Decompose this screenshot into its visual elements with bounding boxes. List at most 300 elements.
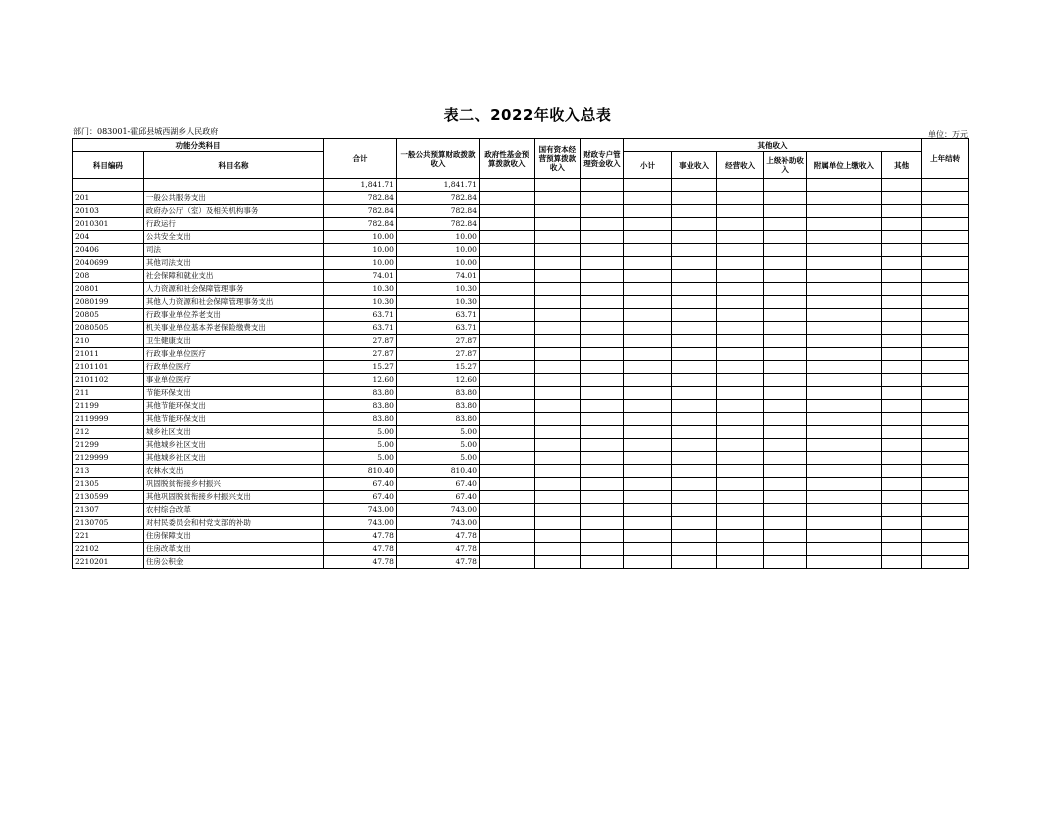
cell-other bbox=[881, 491, 921, 504]
cell-business-income bbox=[672, 517, 717, 530]
header-state-capital: 国有资本经营预算拨款收入 bbox=[534, 139, 581, 179]
cell-special-fund bbox=[581, 426, 624, 439]
cell-other bbox=[881, 374, 921, 387]
table-row bbox=[73, 348, 969, 361]
cell-general-budget: 27.87 bbox=[396, 335, 479, 348]
cell-operating-income bbox=[716, 322, 764, 335]
table-row bbox=[73, 530, 969, 543]
cell-operating-income bbox=[716, 426, 764, 439]
cell-subject-name: 农林水支出 bbox=[143, 465, 323, 478]
cell-subject-name: 行政事业单位医疗 bbox=[143, 348, 323, 361]
cell-business-income bbox=[672, 556, 717, 569]
cell-general-budget: 67.40 bbox=[396, 478, 479, 491]
cell-superior-subsidy bbox=[764, 296, 807, 309]
cell-prior-year bbox=[922, 491, 969, 504]
cell-subtotal bbox=[623, 231, 672, 244]
cell-other bbox=[881, 192, 921, 205]
cell-subject-name: 公共安全支出 bbox=[143, 231, 323, 244]
cell-affiliated-income bbox=[806, 244, 881, 257]
cell-subject-code: 2101101 bbox=[73, 361, 144, 374]
cell-business-income bbox=[672, 374, 717, 387]
cell-general-budget: 810.40 bbox=[396, 465, 479, 478]
cell-subject-name: 节能环保支出 bbox=[143, 387, 323, 400]
cell-subject-code: 212 bbox=[73, 426, 144, 439]
cell-state-capital bbox=[534, 426, 581, 439]
cell-superior-subsidy bbox=[764, 335, 807, 348]
cell-subject-code: 2080505 bbox=[73, 322, 144, 335]
cell-subject-code: 221 bbox=[73, 530, 144, 543]
header-subtotal: 小计 bbox=[623, 152, 672, 179]
cell-prior-year bbox=[922, 322, 969, 335]
cell-business-income bbox=[672, 296, 717, 309]
cell-general-budget: 1,841.71 bbox=[396, 179, 479, 192]
cell-general-budget: 83.80 bbox=[396, 413, 479, 426]
cell-subtotal bbox=[623, 400, 672, 413]
header-total: 合计 bbox=[324, 139, 397, 179]
cell-affiliated-income bbox=[806, 504, 881, 517]
cell-prior-year bbox=[922, 270, 969, 283]
cell-prior-year bbox=[922, 387, 969, 400]
cell-business-income bbox=[672, 400, 717, 413]
header-operating-income: 经营收入 bbox=[716, 152, 764, 179]
cell-business-income bbox=[672, 387, 717, 400]
cell-total: 782.84 bbox=[324, 205, 397, 218]
table-row bbox=[73, 179, 969, 192]
cell-special-fund bbox=[581, 530, 624, 543]
cell-other bbox=[881, 413, 921, 426]
cell-special-fund bbox=[581, 374, 624, 387]
cell-total: 743.00 bbox=[324, 504, 397, 517]
cell-subject-code: 21305 bbox=[73, 478, 144, 491]
cell-operating-income bbox=[716, 192, 764, 205]
cell-state-capital bbox=[534, 335, 581, 348]
cell-state-capital bbox=[534, 348, 581, 361]
cell-business-income bbox=[672, 491, 717, 504]
cell-superior-subsidy bbox=[764, 491, 807, 504]
cell-total: 5.00 bbox=[324, 439, 397, 452]
cell-subject-code: 2119999 bbox=[73, 413, 144, 426]
cell-subject-code: 22102 bbox=[73, 543, 144, 556]
report-title: 表二、2022年收入总表 bbox=[443, 106, 612, 124]
cell-subject-name: 农村综合改革 bbox=[143, 504, 323, 517]
cell-subject-code: 201 bbox=[73, 192, 144, 205]
cell-other bbox=[881, 335, 921, 348]
cell-affiliated-income bbox=[806, 374, 881, 387]
cell-subtotal bbox=[623, 218, 672, 231]
cell-business-income bbox=[672, 530, 717, 543]
header-special-fund: 财政专户管理资金收入 bbox=[581, 139, 624, 179]
cell-business-income bbox=[672, 257, 717, 270]
cell-state-capital bbox=[534, 491, 581, 504]
cell-gov-fund bbox=[479, 231, 534, 244]
table-row bbox=[73, 257, 969, 270]
cell-state-capital bbox=[534, 478, 581, 491]
cell-subject-name: 社会保障和就业支出 bbox=[143, 270, 323, 283]
cell-other bbox=[881, 530, 921, 543]
cell-total: 83.80 bbox=[324, 387, 397, 400]
cell-gov-fund bbox=[479, 335, 534, 348]
cell-subtotal bbox=[623, 556, 672, 569]
cell-superior-subsidy bbox=[764, 283, 807, 296]
cell-other bbox=[881, 400, 921, 413]
cell-total: 27.87 bbox=[324, 348, 397, 361]
cell-subject-name: 住房保障支出 bbox=[143, 530, 323, 543]
cell-state-capital bbox=[534, 452, 581, 465]
cell-general-budget: 74.01 bbox=[396, 270, 479, 283]
cell-subject-name: 行政运行 bbox=[143, 218, 323, 231]
cell-superior-subsidy bbox=[764, 530, 807, 543]
cell-state-capital bbox=[534, 504, 581, 517]
cell-business-income bbox=[672, 504, 717, 517]
cell-special-fund bbox=[581, 556, 624, 569]
cell-state-capital bbox=[534, 283, 581, 296]
cell-subtotal bbox=[623, 530, 672, 543]
cell-subtotal bbox=[623, 309, 672, 322]
cell-special-fund bbox=[581, 192, 624, 205]
cell-special-fund bbox=[581, 309, 624, 322]
cell-general-budget: 47.78 bbox=[396, 543, 479, 556]
cell-subject-name: 其他城乡社区支出 bbox=[143, 439, 323, 452]
cell-prior-year bbox=[922, 192, 969, 205]
cell-special-fund bbox=[581, 270, 624, 283]
table-row bbox=[73, 231, 969, 244]
cell-operating-income bbox=[716, 348, 764, 361]
cell-subtotal bbox=[623, 387, 672, 400]
cell-gov-fund bbox=[479, 413, 534, 426]
cell-affiliated-income bbox=[806, 439, 881, 452]
cell-subject-name: 其他城乡社区支出 bbox=[143, 452, 323, 465]
income-summary-table bbox=[72, 138, 969, 569]
table-row bbox=[73, 543, 969, 556]
cell-gov-fund bbox=[479, 556, 534, 569]
cell-subtotal bbox=[623, 439, 672, 452]
cell-business-income bbox=[672, 426, 717, 439]
cell-special-fund bbox=[581, 257, 624, 270]
cell-prior-year bbox=[922, 400, 969, 413]
cell-operating-income bbox=[716, 296, 764, 309]
cell-other bbox=[881, 452, 921, 465]
cell-affiliated-income bbox=[806, 517, 881, 530]
cell-affiliated-income bbox=[806, 491, 881, 504]
cell-operating-income bbox=[716, 543, 764, 556]
cell-total: 10.30 bbox=[324, 296, 397, 309]
cell-special-fund bbox=[581, 400, 624, 413]
cell-subject-name: 其他司法支出 bbox=[143, 257, 323, 270]
cell-business-income bbox=[672, 335, 717, 348]
cell-state-capital bbox=[534, 322, 581, 335]
cell-gov-fund bbox=[479, 426, 534, 439]
cell-total: 15.27 bbox=[324, 361, 397, 374]
cell-affiliated-income bbox=[806, 270, 881, 283]
cell-special-fund bbox=[581, 322, 624, 335]
table-row bbox=[73, 426, 969, 439]
cell-gov-fund bbox=[479, 296, 534, 309]
cell-gov-fund bbox=[479, 491, 534, 504]
cell-gov-fund bbox=[479, 517, 534, 530]
cell-gov-fund bbox=[479, 439, 534, 452]
unit-label: 单位：万元 bbox=[928, 130, 968, 139]
cell-gov-fund bbox=[479, 270, 534, 283]
cell-prior-year bbox=[922, 517, 969, 530]
cell-prior-year bbox=[922, 231, 969, 244]
cell-operating-income bbox=[716, 270, 764, 283]
table-row bbox=[73, 283, 969, 296]
cell-superior-subsidy bbox=[764, 452, 807, 465]
cell-other bbox=[881, 387, 921, 400]
cell-subject-name: 政府办公厅（室）及相关机构事务 bbox=[143, 205, 323, 218]
cell-subject-code: 20103 bbox=[73, 205, 144, 218]
cell-subject-name: 卫生健康支出 bbox=[143, 335, 323, 348]
cell-prior-year bbox=[922, 556, 969, 569]
cell-subtotal bbox=[623, 361, 672, 374]
header-business-income: 事业收入 bbox=[672, 152, 717, 179]
cell-state-capital bbox=[534, 400, 581, 413]
cell-prior-year bbox=[922, 478, 969, 491]
cell-superior-subsidy bbox=[764, 517, 807, 530]
cell-other bbox=[881, 556, 921, 569]
cell-subject-code: 21199 bbox=[73, 400, 144, 413]
cell-prior-year bbox=[922, 361, 969, 374]
cell-subject-name: 事业单位医疗 bbox=[143, 374, 323, 387]
cell-affiliated-income bbox=[806, 335, 881, 348]
cell-subject-code: 21299 bbox=[73, 439, 144, 452]
cell-special-fund bbox=[581, 205, 624, 218]
cell-superior-subsidy bbox=[764, 543, 807, 556]
cell-subtotal bbox=[623, 426, 672, 439]
cell-general-budget: 5.00 bbox=[396, 452, 479, 465]
cell-affiliated-income bbox=[806, 205, 881, 218]
cell-operating-income bbox=[716, 218, 764, 231]
cell-operating-income bbox=[716, 205, 764, 218]
cell-affiliated-income bbox=[806, 361, 881, 374]
cell-superior-subsidy bbox=[764, 478, 807, 491]
cell-superior-subsidy bbox=[764, 556, 807, 569]
cell-business-income bbox=[672, 465, 717, 478]
cell-subject-name: 其他节能环保支出 bbox=[143, 400, 323, 413]
cell-special-fund bbox=[581, 179, 624, 192]
cell-other bbox=[881, 465, 921, 478]
cell-general-budget: 10.00 bbox=[396, 257, 479, 270]
cell-operating-income bbox=[716, 491, 764, 504]
cell-prior-year bbox=[922, 543, 969, 556]
cell-subtotal bbox=[623, 517, 672, 530]
cell-business-income bbox=[672, 452, 717, 465]
cell-superior-subsidy bbox=[764, 387, 807, 400]
cell-prior-year bbox=[922, 218, 969, 231]
cell-gov-fund bbox=[479, 192, 534, 205]
cell-business-income bbox=[672, 543, 717, 556]
cell-subject-code: 2130599 bbox=[73, 491, 144, 504]
cell-state-capital bbox=[534, 270, 581, 283]
cell-prior-year bbox=[922, 452, 969, 465]
cell-operating-income bbox=[716, 452, 764, 465]
cell-affiliated-income bbox=[806, 296, 881, 309]
cell-gov-fund bbox=[479, 244, 534, 257]
cell-business-income bbox=[672, 270, 717, 283]
cell-other bbox=[881, 504, 921, 517]
cell-prior-year bbox=[922, 504, 969, 517]
cell-business-income bbox=[672, 283, 717, 296]
cell-subject-code: 20801 bbox=[73, 283, 144, 296]
cell-subject-name: 其他节能环保支出 bbox=[143, 413, 323, 426]
cell-subtotal bbox=[623, 270, 672, 283]
cell-other bbox=[881, 257, 921, 270]
cell-superior-subsidy bbox=[764, 374, 807, 387]
cell-superior-subsidy bbox=[764, 322, 807, 335]
cell-subtotal bbox=[623, 504, 672, 517]
cell-total: 67.40 bbox=[324, 491, 397, 504]
cell-gov-fund bbox=[479, 504, 534, 517]
cell-special-fund bbox=[581, 543, 624, 556]
cell-superior-subsidy bbox=[764, 413, 807, 426]
cell-other bbox=[881, 426, 921, 439]
cell-state-capital bbox=[534, 257, 581, 270]
cell-business-income bbox=[672, 231, 717, 244]
cell-subtotal bbox=[623, 543, 672, 556]
cell-gov-fund bbox=[479, 361, 534, 374]
cell-gov-fund bbox=[479, 205, 534, 218]
header-other-income: 其他收入 bbox=[623, 139, 922, 152]
cell-subtotal bbox=[623, 335, 672, 348]
cell-prior-year bbox=[922, 296, 969, 309]
cell-gov-fund bbox=[479, 400, 534, 413]
table-row bbox=[73, 192, 969, 205]
cell-prior-year bbox=[922, 348, 969, 361]
cell-general-budget: 10.30 bbox=[396, 296, 479, 309]
cell-gov-fund bbox=[479, 452, 534, 465]
cell-general-budget: 743.00 bbox=[396, 517, 479, 530]
cell-affiliated-income bbox=[806, 218, 881, 231]
cell-subject-code bbox=[73, 179, 144, 192]
cell-other bbox=[881, 517, 921, 530]
cell-total: 67.40 bbox=[324, 478, 397, 491]
cell-subject-name: 住房改革支出 bbox=[143, 543, 323, 556]
cell-affiliated-income bbox=[806, 179, 881, 192]
table-row bbox=[73, 556, 969, 569]
cell-subject-name: 一般公共服务支出 bbox=[143, 192, 323, 205]
cell-state-capital bbox=[534, 231, 581, 244]
cell-total: 83.80 bbox=[324, 413, 397, 426]
cell-prior-year bbox=[922, 257, 969, 270]
cell-special-fund bbox=[581, 439, 624, 452]
cell-subject-code: 204 bbox=[73, 231, 144, 244]
cell-operating-income bbox=[716, 439, 764, 452]
cell-subtotal bbox=[623, 348, 672, 361]
cell-superior-subsidy bbox=[764, 504, 807, 517]
cell-subtotal bbox=[623, 179, 672, 192]
cell-special-fund bbox=[581, 452, 624, 465]
cell-business-income bbox=[672, 413, 717, 426]
cell-prior-year bbox=[922, 413, 969, 426]
cell-special-fund bbox=[581, 283, 624, 296]
cell-total: 1,841.71 bbox=[324, 179, 397, 192]
cell-state-capital bbox=[534, 387, 581, 400]
cell-total: 47.78 bbox=[324, 543, 397, 556]
cell-operating-income bbox=[716, 309, 764, 322]
cell-prior-year bbox=[922, 465, 969, 478]
cell-subject-name: 其他巩固脱贫衔接乡村振兴支出 bbox=[143, 491, 323, 504]
cell-total: 782.84 bbox=[324, 192, 397, 205]
cell-gov-fund bbox=[479, 530, 534, 543]
cell-total: 47.78 bbox=[324, 530, 397, 543]
cell-subject-name: 司法 bbox=[143, 244, 323, 257]
cell-superior-subsidy bbox=[764, 205, 807, 218]
cell-superior-subsidy bbox=[764, 218, 807, 231]
cell-state-capital bbox=[534, 517, 581, 530]
cell-gov-fund bbox=[479, 179, 534, 192]
cell-subtotal bbox=[623, 205, 672, 218]
table-row bbox=[73, 296, 969, 309]
table-row bbox=[73, 465, 969, 478]
cell-subject-name: 行政单位医疗 bbox=[143, 361, 323, 374]
cell-other bbox=[881, 478, 921, 491]
cell-general-budget: 63.71 bbox=[396, 322, 479, 335]
table-row bbox=[73, 205, 969, 218]
cell-affiliated-income bbox=[806, 426, 881, 439]
cell-total: 10.00 bbox=[324, 244, 397, 257]
cell-subtotal bbox=[623, 322, 672, 335]
cell-gov-fund bbox=[479, 322, 534, 335]
cell-special-fund bbox=[581, 296, 624, 309]
table-row bbox=[73, 478, 969, 491]
cell-total: 63.71 bbox=[324, 322, 397, 335]
cell-subject-code: 21011 bbox=[73, 348, 144, 361]
table-row bbox=[73, 322, 969, 335]
cell-subject-name: 住房公积金 bbox=[143, 556, 323, 569]
cell-subject-code: 21307 bbox=[73, 504, 144, 517]
cell-prior-year bbox=[922, 335, 969, 348]
cell-total: 10.00 bbox=[324, 257, 397, 270]
cell-other bbox=[881, 283, 921, 296]
cell-state-capital bbox=[534, 413, 581, 426]
cell-superior-subsidy bbox=[764, 309, 807, 322]
cell-operating-income bbox=[716, 257, 764, 270]
table-row bbox=[73, 361, 969, 374]
cell-state-capital bbox=[534, 244, 581, 257]
cell-general-budget: 10.30 bbox=[396, 283, 479, 296]
cell-special-fund bbox=[581, 348, 624, 361]
cell-subject-code: 2010301 bbox=[73, 218, 144, 231]
cell-state-capital bbox=[534, 530, 581, 543]
cell-superior-subsidy bbox=[764, 270, 807, 283]
table-body bbox=[73, 179, 969, 569]
cell-business-income bbox=[672, 439, 717, 452]
cell-special-fund bbox=[581, 465, 624, 478]
cell-general-budget: 83.80 bbox=[396, 400, 479, 413]
cell-subject-name: 行政事业单位养老支出 bbox=[143, 309, 323, 322]
cell-operating-income bbox=[716, 400, 764, 413]
cell-affiliated-income bbox=[806, 465, 881, 478]
table-row bbox=[73, 491, 969, 504]
cell-gov-fund bbox=[479, 257, 534, 270]
cell-total: 12.60 bbox=[324, 374, 397, 387]
cell-subtotal bbox=[623, 374, 672, 387]
cell-subject-code: 2129999 bbox=[73, 452, 144, 465]
cell-gov-fund bbox=[479, 543, 534, 556]
cell-gov-fund bbox=[479, 283, 534, 296]
cell-state-capital bbox=[534, 465, 581, 478]
cell-special-fund bbox=[581, 244, 624, 257]
cell-business-income bbox=[672, 244, 717, 257]
cell-total: 10.00 bbox=[324, 231, 397, 244]
cell-other bbox=[881, 361, 921, 374]
cell-subject-code: 2080199 bbox=[73, 296, 144, 309]
cell-prior-year bbox=[922, 205, 969, 218]
cell-total: 782.84 bbox=[324, 218, 397, 231]
cell-operating-income bbox=[716, 517, 764, 530]
header-subject-code: 科目编码 bbox=[73, 152, 144, 179]
cell-general-budget: 743.00 bbox=[396, 504, 479, 517]
